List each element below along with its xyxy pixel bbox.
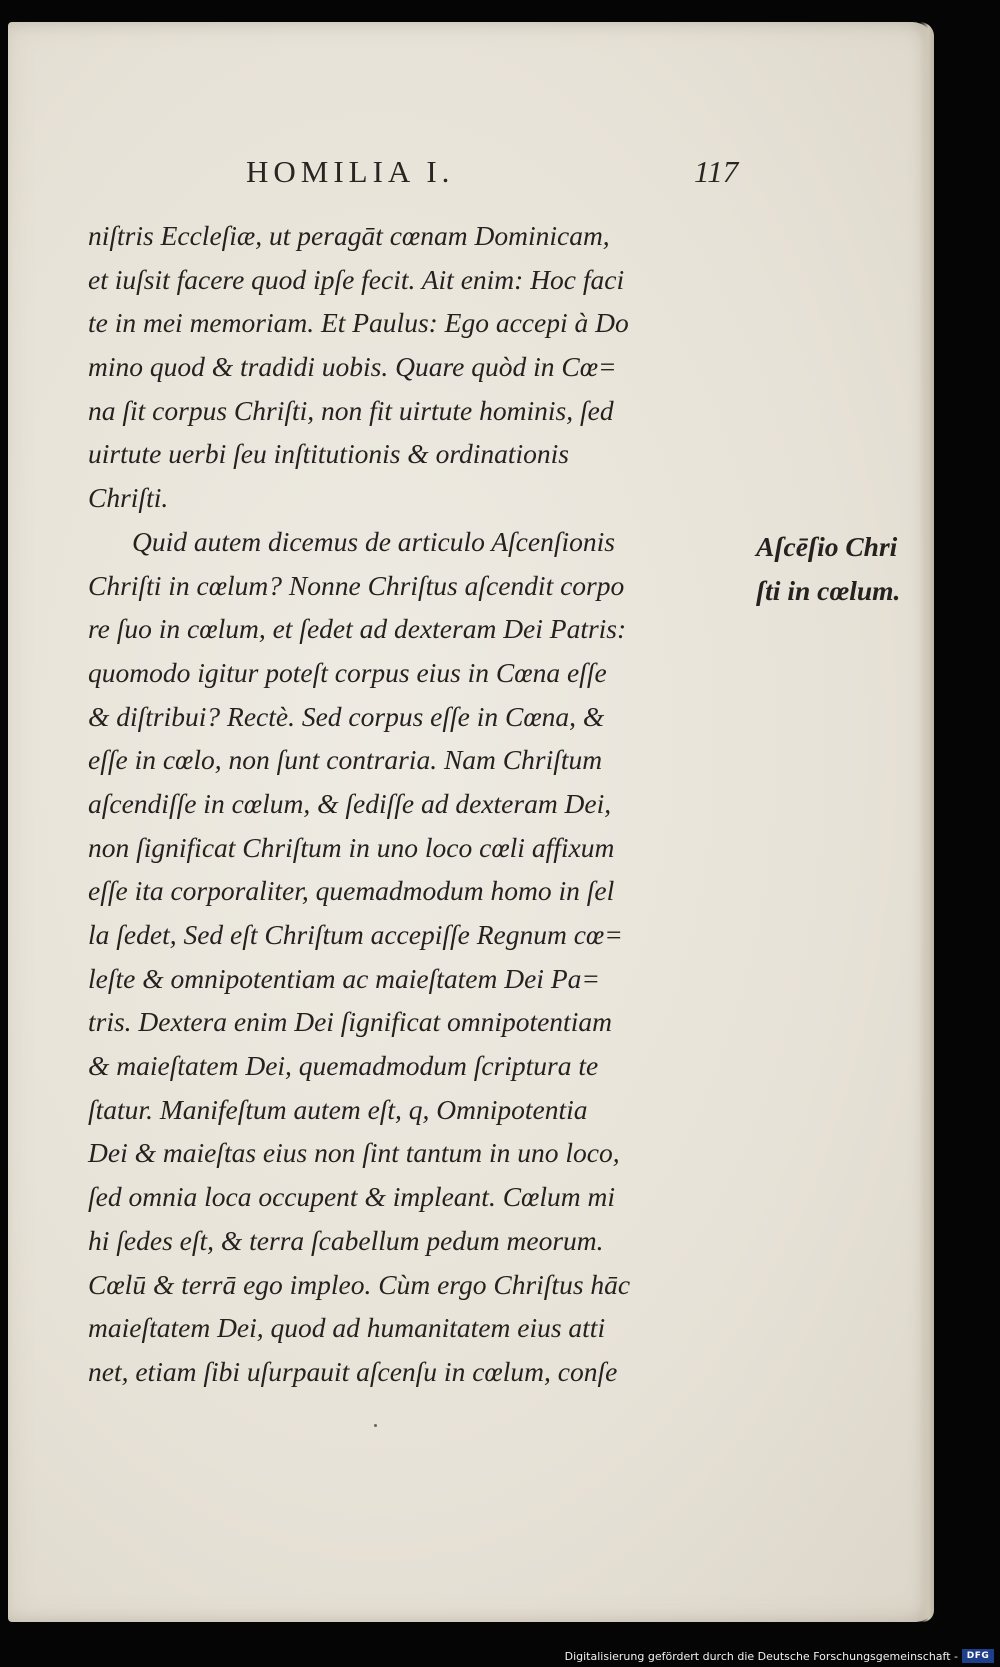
text-line: na ſit corpus Chriſti, non fit uirtute hominis, ſed xyxy=(88,394,614,426)
text-line: et iuſsit facere quod ipſe fecit. Ait enim: Hoc faci xyxy=(88,263,625,295)
text-line: quomodo igitur poteſt corpus eius in Cœna eſſe xyxy=(88,656,607,688)
text-line: hi ſedes eſt, & terra ſcabellum pedum meorum. xyxy=(88,1224,604,1256)
text-line: te in mei memoriam. Et Paulus: Ego accepi à Do xyxy=(88,307,629,339)
text-line: net, etiam ſibi uſurpauit aſcenſu in cœlum, conſe xyxy=(88,1355,618,1387)
text-line: leſte & omnipotentiam ac maieſtatem Dei Pa= xyxy=(88,962,600,994)
text-line: ſed omnia loca occupent & impleant. Cœlum mi xyxy=(88,1181,616,1213)
text-line: ſtatur. Manifeſtum autem eſt, q, Omnipotentia xyxy=(88,1093,588,1125)
text-line: tris. Dextera enim Dei ſignificat omnipotentiam xyxy=(88,1006,612,1038)
page-edge-shadow xyxy=(920,22,934,1622)
marginal-note-line: Aſcēſio Chri xyxy=(756,531,898,562)
marginal-note xyxy=(756,525,936,612)
text-line: Quid autem dicemus de articulo Aſcenſionis xyxy=(132,525,615,557)
dfg-logo[interactable]: DFG xyxy=(962,1649,994,1663)
text-line: Chriſti. xyxy=(88,482,169,514)
text-line: Chriſti in cœlum? Nonne Chriſtus aſcendit corpo xyxy=(88,569,625,601)
text-line: & maieſtatem Dei, quemadmodum ſcriptura te xyxy=(88,1050,599,1082)
running-head: HOMILIA I. xyxy=(246,154,455,189)
text-line: eſſe in cœlo, non ſunt contraria. Nam Chriſtum xyxy=(88,744,603,776)
text-line: mino quod & tradidi uobis. Quare quòd in Cœ= xyxy=(88,351,617,383)
main-text xyxy=(88,214,748,1394)
text-line: maieſtatem Dei, quod ad humanitatem eius atti xyxy=(88,1312,606,1344)
text-line: non ſignificat Chriſtum in uno loco cœli affixum xyxy=(88,831,615,863)
text-line: eſſe ita corporaliter, quemadmodum homo in ſel xyxy=(88,875,615,907)
text-line: re ſuo in cœlum, et ſedet ad dexteram Dei Patris: xyxy=(88,613,627,645)
digitization-credit: Digitalisierung gefördert durch die Deutsche Forschungsgemeinschaft - xyxy=(564,1650,958,1663)
text-line: uirtute uerbi ſeu inſtitutionis & ordinationis xyxy=(88,438,570,470)
text-line: niſtris Eccleſiæ, ut peragāt cœnam Dominicam, xyxy=(88,220,610,251)
book-page xyxy=(8,22,934,1622)
marginal-note-line: ſti in cœlum. xyxy=(756,574,901,606)
text-line: Dei & maieſtas eius non ſint tantum in uno loco, xyxy=(88,1137,620,1169)
text-line: & diſtribui? Rectè. Sed corpus eſſe in Cœna, & xyxy=(88,700,605,732)
text-line: la ſedet, Sed eſt Chriſtum accepiſſe Regnum cœ= xyxy=(88,919,623,950)
ink-speck xyxy=(374,1424,377,1427)
page-number: 117 xyxy=(694,154,739,189)
text-line: aſcendiſſe in cœlum, & ſediſſe ad dexteram Dei, xyxy=(88,787,612,819)
text-line: Cœlū & terrā ego impleo. Cùm ergo Chriſtus hāc xyxy=(88,1268,631,1300)
